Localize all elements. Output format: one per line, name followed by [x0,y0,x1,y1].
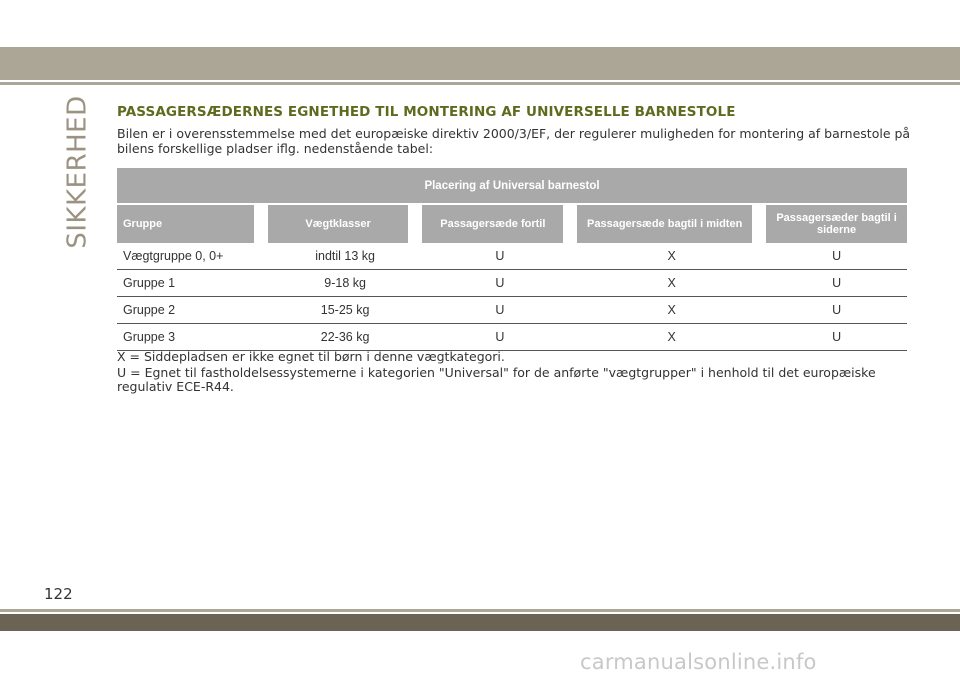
table-row [117,297,907,324]
table-row [117,324,907,351]
intro-paragraph: Bilen er i overensstemmelse med det europæiske direktiv 2000/3/EF, der regulerer muligheden for montering af barnestole på bilens forskellige pladser iflg. nedenstående tabel: [117,126,911,156]
cell-rear-sides: U [766,297,907,324]
top-decorative-band [0,47,960,80]
header-group: Gruppe [117,204,254,243]
cell-weight: 22-36 kg [268,324,423,351]
section-side-label [63,94,94,249]
cell-front: U [422,243,577,270]
header-rear-sides: Passagersæder bagtil i siderne [766,204,907,243]
header-separator [254,204,268,243]
cell-front: U [422,324,577,351]
header-separator [752,204,766,243]
header-separator [408,204,422,243]
cell-rear-middle: X [577,297,766,324]
cell-rear-middle: X [577,270,766,297]
cell-rear-sides: U [766,270,907,297]
legend-note-x: X = Siddepladsen er ikke egnet til børn i denne vægtkategori. [117,349,505,364]
cell-front: U [422,270,577,297]
cell-weight: 15-25 kg [268,297,423,324]
legend-note-u: U = Egnet til fastholdelsessystemerne i kategorien "Universal" for de anførte "vægtgrupper" i henhold til det europæiske regulativ ECE-R44. [117,365,876,394]
page-number: 122 [44,585,73,603]
top-divider-line [0,82,960,85]
table-caption: Placering af Universal barnestol [117,168,907,204]
header-weight-class: Vægtklasser [268,204,409,243]
table-row [117,243,907,270]
cell-rear-middle: X [577,324,766,351]
watermark-text: carmanualsonline.info [580,650,817,674]
header-rear-middle: Passagersæde bagtil i midten [577,204,752,243]
cell-group: Gruppe 2 [117,297,268,324]
cell-weight: indtil 13 kg [268,243,423,270]
cell-front: U [422,297,577,324]
cell-weight: 9-18 kg [268,270,423,297]
section-heading: PASSAGERSÆDERNES EGNETHED TIL MONTERING AF UNIVERSELLE BARNESTOLE [117,104,736,120]
bottom-decorative-band [0,614,960,631]
table-header-row [117,204,907,243]
header-separator [563,204,577,243]
bottom-divider-line [0,609,960,612]
header-front-seat: Passagersæde fortil [422,204,563,243]
cell-rear-sides: U [766,243,907,270]
section-side-label-text: SIKKERHED [63,94,94,249]
child-seat-table [117,168,907,351]
table-caption-row [117,168,907,204]
table-row [117,270,907,297]
cell-group: Gruppe 1 [117,270,268,297]
cell-group: Vægtgruppe 0, 0+ [117,243,268,270]
cell-rear-middle: X [577,243,766,270]
cell-rear-sides: U [766,324,907,351]
cell-group: Gruppe 3 [117,324,268,351]
